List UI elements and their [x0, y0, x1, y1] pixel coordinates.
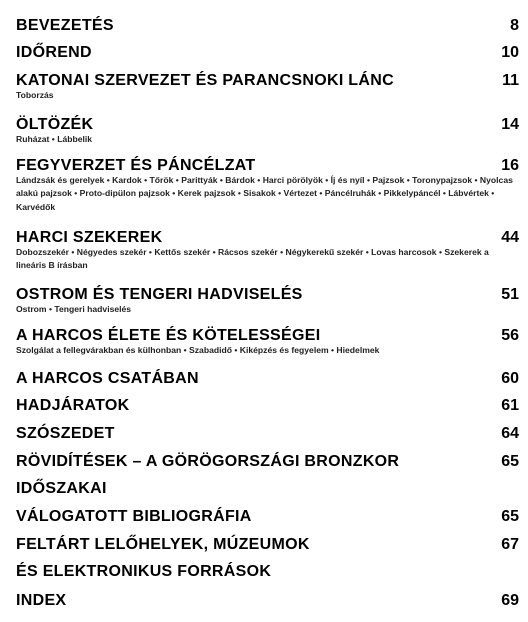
toc-entry-subtopics: Toborzás — [16, 90, 54, 100]
toc-entry-title: A HARCOS ÉLETE ÉS KÖTELESSÉGEI — [16, 327, 321, 344]
toc-entry-subtopics: Ruházat • Lábbelik — [16, 134, 93, 144]
toc-entry-page: 69 — [501, 592, 519, 609]
toc-entry-title: KATONAI SZERVEZET ÉS PARANCSNOKI LÁNC — [16, 72, 394, 89]
toc-entry-page: 11 — [502, 72, 519, 89]
toc-entry-title: VÁLOGATOTT BIBLIOGRÁFIA — [16, 508, 252, 525]
toc-entry-subtopics: Ostrom • Tengeri hadviselés — [16, 304, 132, 314]
toc-entry-title: SZÓSZEDET — [16, 425, 115, 442]
toc-entry-page: 65 — [501, 508, 519, 525]
toc-entry-title: IDŐREND — [16, 44, 92, 61]
toc-entry-page: 10 — [501, 44, 519, 61]
toc-entry-page: 60 — [501, 370, 519, 387]
toc-entry-page: 64 — [501, 425, 519, 442]
toc-entry-title: RÖVIDÍTÉSEK – A GÖRÖGORSZÁGI BRONZKOR — [16, 453, 400, 470]
toc-entry-page: 67 — [501, 536, 519, 553]
toc-entry-title: HADJÁRATOK — [16, 397, 130, 414]
toc-entry-page: 56 — [501, 327, 519, 344]
toc-entry-title: FEGYVERZET ÉS PÁNCÉLZAT — [16, 157, 256, 174]
toc-entry-title: INDEX — [16, 592, 67, 609]
toc-entry-subtopics: Dobozszekér • Négyedes szekér • Kettős szekér • Rácsos szekér • Négykerekű szekér • Lovas harcosok • Szekerek a lineáris B írásban — [16, 247, 489, 271]
toc-entry-page: 51 — [501, 286, 519, 303]
toc-entry-page: 61 — [501, 397, 519, 414]
toc-entry-page: 8 — [510, 17, 519, 34]
toc-entry-title: A HARCOS CSATÁBAN — [16, 370, 199, 387]
toc-entry-page: 65 — [501, 453, 519, 470]
toc-entry-page: 16 — [501, 157, 519, 174]
toc-entry-title: BEVEZETÉS — [16, 17, 114, 34]
toc-entry-subtopics: Szolgálat a fellegvárakban és külhonban • Szabadidő • Kiképzés és fegyelem • Hiedelmek — [16, 345, 380, 355]
toc-entry-title: ÉS ELEKTRONIKUS FORRÁSOK — [16, 563, 272, 580]
toc-entry-subtopics: Lándzsák és gerelyek • Kardok • Tőrök • Parittyák • Bárdok • Harci pörölyök • Íj és nyíl • Pajzsok • Toronypajzsok • Nyolcas alakú pajzsok • Proto-dipülon pajzsok • Kerek pajzsok • Sisakok • Vértezet • Páncélruhák • Pikkelypáncél • Lábvértek • Karvédők — [16, 175, 513, 212]
toc-entry-title: FELTÁRT LELŐHELYEK, MÚZEUMOK — [16, 536, 310, 553]
toc-entry-title: ÖLTÖZÉK — [16, 116, 94, 133]
toc-entry-page: 44 — [501, 229, 519, 246]
toc-entry-title: HARCI SZEKEREK — [16, 229, 163, 246]
toc-entry-page: 14 — [501, 116, 519, 133]
toc-entry-title: IDŐSZAKAI — [16, 480, 107, 497]
toc-entry-title: OSTROM ÉS TENGERI HADVISELÉS — [16, 286, 303, 303]
